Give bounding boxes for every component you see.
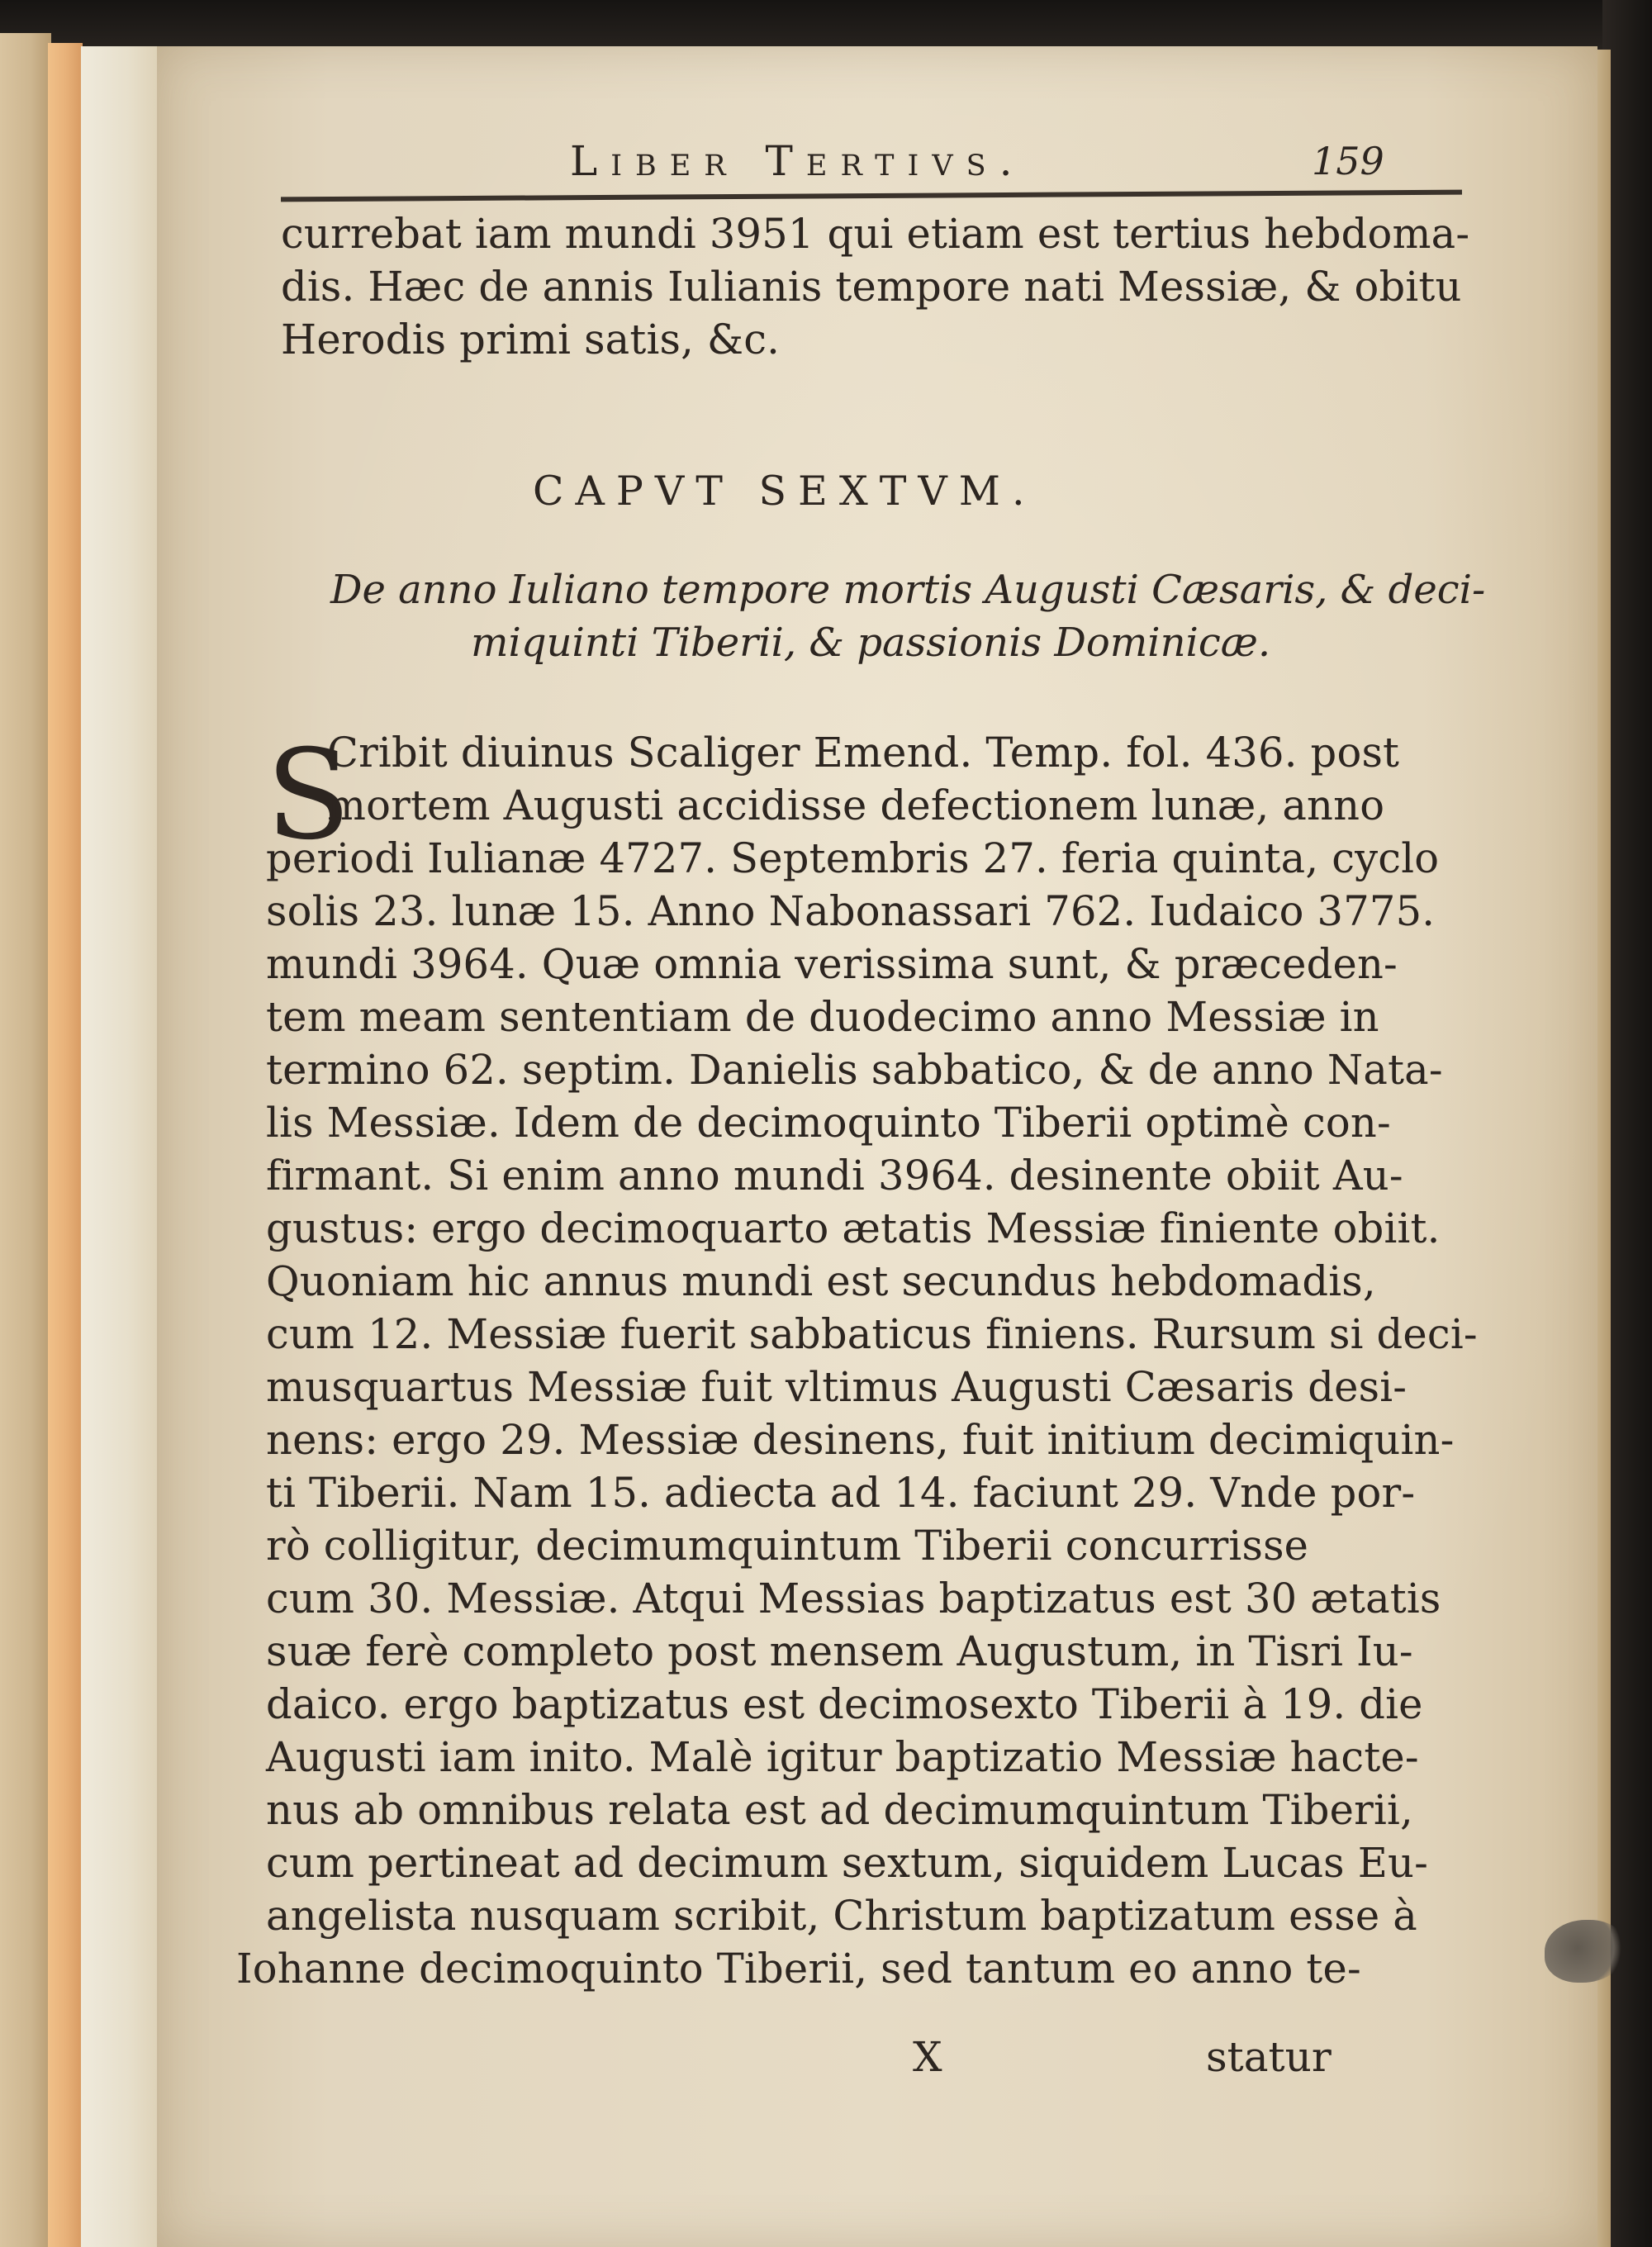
body-line: termino 62. septim. Danielis sabbatico, & de anno Nata- [266, 1046, 1443, 1094]
header-rule [281, 190, 1462, 202]
page-block-edge [48, 43, 83, 2247]
chapter-subtitle: De anno Iuliano tempore mortis Augusti Cæsaris, & deci- [330, 567, 1486, 613]
intro-line: currebat iam mundi 3951 qui etiam est tertius hebdoma- [281, 210, 1470, 258]
body-line: ti Tiberii. Nam 15. adiecta ad 14. faciunt 29. Vnde por- [266, 1469, 1416, 1517]
facing-page-edge [0, 33, 51, 2247]
running-title: Liber Tertivs. [570, 137, 1026, 185]
page-number: 159 [1312, 139, 1384, 183]
body-line: gustus: ergo decimoquarto ætatis Messiæ finiente obiit. [266, 1204, 1441, 1252]
chapter-title: CAPVT SEXTVM. [533, 468, 1037, 515]
body-line: musquartus Messiæ fuit vltimus Augusti Cæsaris desi- [266, 1363, 1408, 1411]
body-line: Iohanne decimoquinto Tiberii, sed tantum eo anno te- [236, 1945, 1361, 1993]
body-line: lis Messiæ. Idem de decimoquinto Tiberii optimè con- [266, 1099, 1391, 1147]
body-line: periodi Iulianæ 4727. Septembris 27. feria quinta, cyclo [266, 834, 1440, 882]
page-text [157, 46, 1597, 2247]
body-line: angelista nusquam scribit, Christum baptizatum esse à [266, 1892, 1417, 1940]
signature-mark: X [913, 2033, 942, 2081]
body-line: nens: ergo 29. Messiæ desinens, fuit initium decimiquin- [266, 1416, 1455, 1464]
chapter-subtitle: miquinti Tiberii, & passionis Dominicæ. [471, 620, 1271, 666]
intro-line: dis. Hæc de annis Iulianis tempore nati Messiæ, & obitu [281, 263, 1462, 311]
catchword: statur [1206, 2033, 1332, 2081]
body-line: rò colligitur, decimumquintum Tiberii concurrisse [266, 1522, 1309, 1570]
body-line: Augusti iam inito. Malè igitur baptizatio Messiæ hacte- [266, 1733, 1419, 1781]
body-line: tem meam sententiam de duodecimo anno Messiæ in [266, 993, 1379, 1041]
body-line: suæ ferè completo post mensem Augustum, in Tisri Iu- [266, 1627, 1413, 1675]
body-line: cum 12. Messiæ fuerit sabbaticus finiens. Rursum si deci- [266, 1310, 1478, 1358]
body-line: cum 30. Messiæ. Atqui Messias baptizatus est 30 ætatis [266, 1575, 1441, 1622]
body-line: firmant. Si enim anno mundi 3964. desinente obiit Au- [266, 1152, 1403, 1200]
binding-gutter [81, 46, 160, 2247]
body-line: Quoniam hic annus mundi est secundus hebdomadis, [266, 1257, 1376, 1305]
drop-cap: S [266, 724, 351, 867]
book-page [157, 46, 1597, 2247]
body-line: Cribit diuinus Scaliger Emend. Temp. fol. 436. post [327, 729, 1400, 777]
body-line: cum pertineat ad decimum sextum, siquidem Lucas Eu- [266, 1839, 1429, 1887]
body-line: solis 23. lunæ 15. Anno Nabonassari 762. Iudaico 3775. [266, 887, 1436, 935]
body-line: nus ab omnibus relata est ad decimumquintum Tiberii, [266, 1786, 1413, 1834]
body-line: mortem Augusti accidisse defectionem lunæ, anno [327, 781, 1385, 829]
body-line: daico. ergo baptizatus est decimosexto Tiberii à 19. die [266, 1680, 1423, 1728]
body-line: mundi 3964. Quæ omnia verissima sunt, & præceden- [266, 940, 1398, 988]
intro-line: Herodis primi satis, &c. [281, 316, 781, 363]
